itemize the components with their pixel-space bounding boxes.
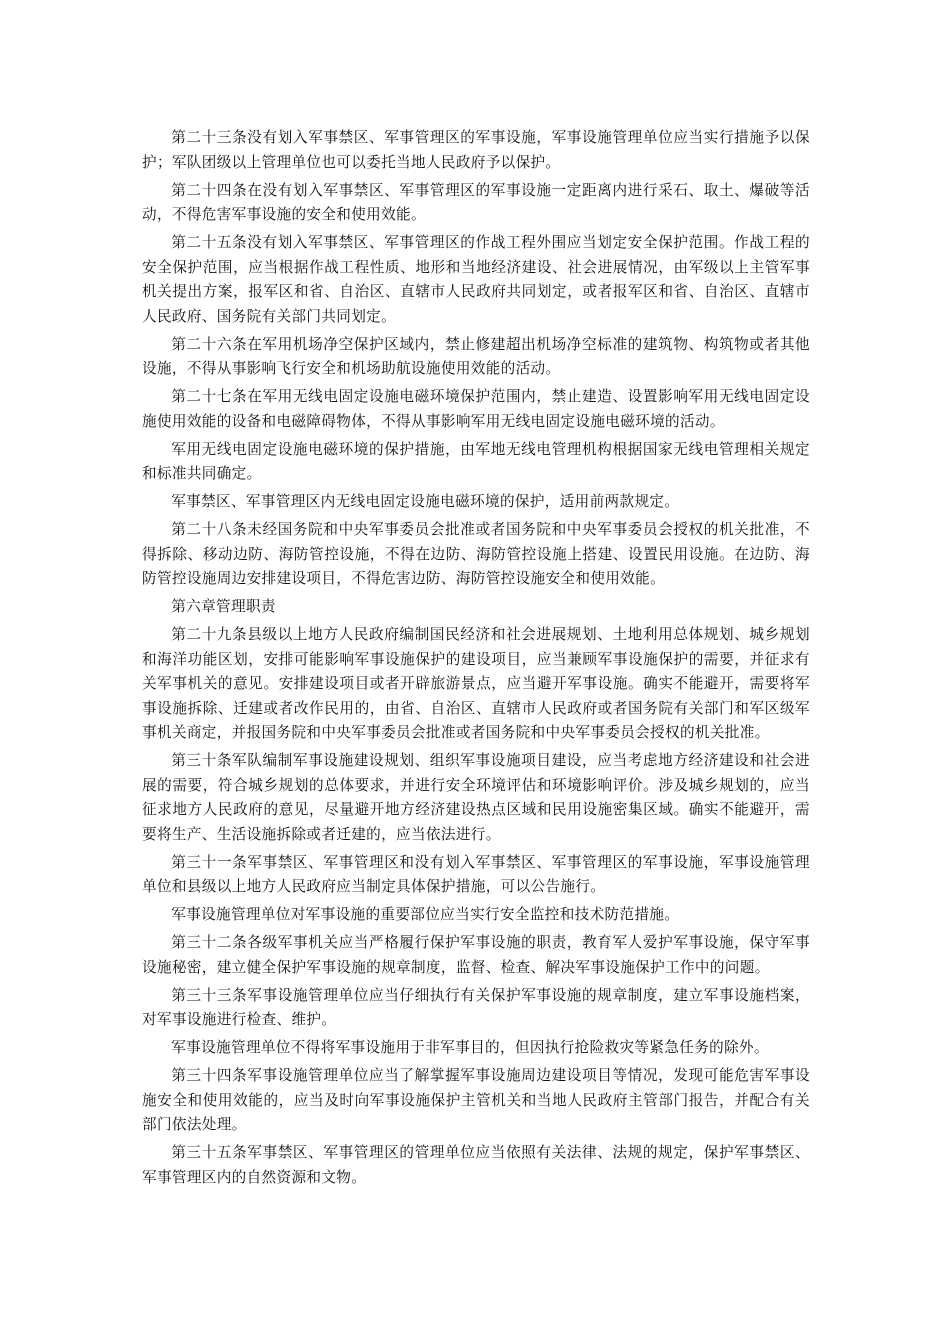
article-32-paragraph: 第三十二条各级军事机关应当严格履行保护军事设施的职责，教育军人爱护军事设施，保守军事设施秘密，建立健全保护军事设施的规章制度，监督、检查、解决军事设施保护工作中的问题。 (142, 934, 810, 976)
article-24-paragraph: 第二十四条在没有划入军事禁区、军事管理区的军事设施一定距离内进行采石、取土、爆破等活动，不得危害军事设施的安全和使用效能。 (142, 181, 810, 223)
article-23-paragraph: 第二十三条没有划入军事禁区、军事管理区的军事设施，军事设施管理单位应当实行措施予以保护；军队团级以上管理单位也可以委托当地人民政府予以保护。 (142, 129, 810, 171)
article-27-paragraph: 第二十七条在军用无线电固定设施电磁环境保护范围内，禁止建造、设置影响军用无线电固定设施使用效能的设备和电磁障碍物体，不得从事影响军用无线电固定设施电磁环境的活动。 (142, 388, 810, 430)
article-28-paragraph: 第二十八条未经国务院和中央军事委员会批准或者国务院和中央军事委员会授权的机关批准，不得拆除、移动边防、海防管控设施，不得在边防、海防管控设施上搭建、设置民用设施。在边防、海防管控设施周边安排建设项目，不得危害边防、海防管控设施安全和使用效能。 (142, 521, 810, 587)
chapter-6-heading: 第六章管理职责 (171, 598, 276, 615)
article-27-clause-2: 军用无线电固定设施电磁环境的保护措施，由军地无线电管理机构根据国家无线电管理相关规定和标准共同确定。 (142, 440, 810, 482)
article-29-paragraph: 第二十九条县级以上地方人民政府编制国民经济和社会进展规划、土地利用总体规划、城乡规划和海洋功能区划，安排可能影响军事设施保护的建设项目，应当兼顾军事设施保护的需要，并征求有关军事机关的意见。安排建设项目或者开辟旅游景点，应当避开军事设施。确实不能避开，需要将军事设施拆除、迁建或者改作民用的，由省、自治区、直辖市人民政府或者国务院有关部门和军区级军事机关商定，并报国务院和中央军事委员会批准或者国务院和中央军事委员会授权的机关批准。 (142, 626, 810, 741)
article-35-paragraph: 第三十五条军事禁区、军事管理区的管理单位应当依照有关法律、法规的规定，保护军事禁区、军事管理区内的自然资源和文物。 (142, 1144, 810, 1186)
article-26-paragraph: 第二十六条在军用机场净空保护区域内，禁止修建超出机场净空标准的建筑物、构筑物或者其他设施，不得从事影响飞行安全和机场助航设施使用效能的活动。 (142, 335, 810, 377)
article-31-clause-2: 军事设施管理单位对军事设施的重要部位应当实行安全监控和技术防范措施。 (171, 906, 680, 923)
article-25-paragraph: 第二十五条没有划入军事禁区、军事管理区的作战工程外围应当划定安全保护范围。作战工程的安全保护范围，应当根据作战工程性质、地形和当地经济建设、社会进展情况，由军级以上主管军事机关提出方案，报军区和省、自治区、直辖市人民政府共同划定，或者报军区和省、自治区、直辖市人民政府、国务院有关部门共同划定。 (142, 234, 810, 325)
article-34-paragraph: 第三十四条军事设施管理单位应当了解掌握军事设施周边建设项目等情况，发现可能危害军事设施安全和使用效能的，应当及时向军事设施保护主管机关和当地人民政府主管部门报告，并配合有关部门依法处理。 (142, 1067, 810, 1133)
article-30-paragraph: 第三十条军队编制军事设施建设规划、组织军事设施项目建设，应当考虑地方经济建设和社会进展的需要，符合城乡规划的总体要求，并进行安全环境评估和环境影响评价。涉及城乡规划的，应当征求地方人民政府的意见，尽量避开地方经济建设热点区域和民用设施密集区域。确实不能避开，需要将生产、生活设施拆除或者迁建的，应当依法进行。 (142, 752, 810, 843)
document-body (142, 126, 810, 1194)
article-33-paragraph: 第三十三条军事设施管理单位应当仔细执行有关保护军事设施的规章制度，建立军事设施档案，对军事设施进行检查、维护。 (142, 986, 810, 1028)
article-33-clause-2: 军事设施管理单位不得将军事设施用于非军事目的，但因执行抢险救灾等紧急任务的除外。 (171, 1039, 769, 1056)
article-31-paragraph: 第三十一条军事禁区、军事管理区和没有划入军事禁区、军事管理区的军事设施，军事设施管理单位和县级以上地方人民政府应当制定具体保护措施，可以公告施行。 (142, 853, 810, 895)
article-27-clause-3: 军事禁区、军事管理区内无线电固定设施电磁环境的保护，适用前两款规定。 (171, 493, 680, 510)
